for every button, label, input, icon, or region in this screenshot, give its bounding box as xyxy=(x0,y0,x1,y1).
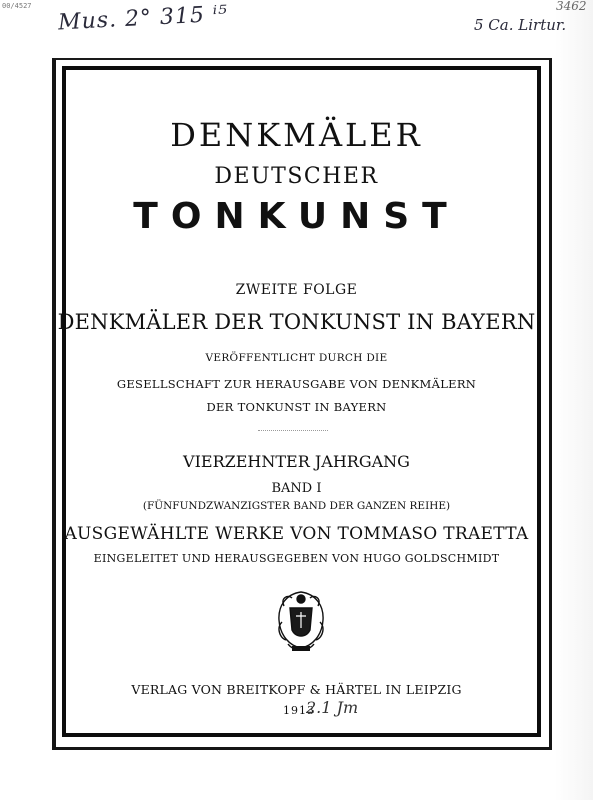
publisher-emblem xyxy=(272,588,330,654)
title-line-tonkunst: TONKUNST xyxy=(133,196,460,237)
title-line-deutscher: DEUTSCHER xyxy=(214,164,379,189)
volume-work-title: AUSGEWÄHLTE WERKE VON TOMMASO TRAETTA xyxy=(64,524,529,544)
volume-editor: EINGELEITET UND HERAUSGEGEBEN VON HUGO GOLDSCHMIDT xyxy=(93,552,500,565)
series-label: ZWEITE FOLGE xyxy=(235,282,358,298)
handwritten-note: 2.1 Jm xyxy=(306,698,359,717)
call-number-handwritten: Mus. 2° 315 ⁱ⁵ xyxy=(57,1,229,36)
publisher-line: VERLAG VON BREITKOPF & HÄRTEL IN LEIPZIG xyxy=(131,682,462,697)
society-line-1: GESELLSCHAFT ZUR HERAUSGABE VON DENKMÄLERN xyxy=(116,377,477,391)
volume-series-note: (FÜNFUNDZWANZIGSTER BAND DER GANZEN REIHE) xyxy=(142,500,451,512)
corner-number-handwritten: 3462 xyxy=(556,0,587,13)
volume-band: BAND I xyxy=(271,481,322,496)
divider-rule xyxy=(258,430,328,431)
published-by: VERÖFFENTLICHT DURCH DIE xyxy=(205,352,388,364)
publication-year: 1913 xyxy=(283,704,315,717)
title-line-denkmaeler: DENKMÄLER xyxy=(170,116,423,154)
series-name: DENKMÄLER DER TONKUNST IN BAYERN xyxy=(57,310,536,334)
society-line-2: DER TONKUNST IN BAYERN xyxy=(206,400,387,414)
corner-note-handwritten: 5 Ca. Lirtur. xyxy=(474,16,567,34)
archive-stamp: 00/4527 xyxy=(2,2,32,10)
volume-year: VIERZEHNTER JAHRGANG xyxy=(183,452,410,471)
